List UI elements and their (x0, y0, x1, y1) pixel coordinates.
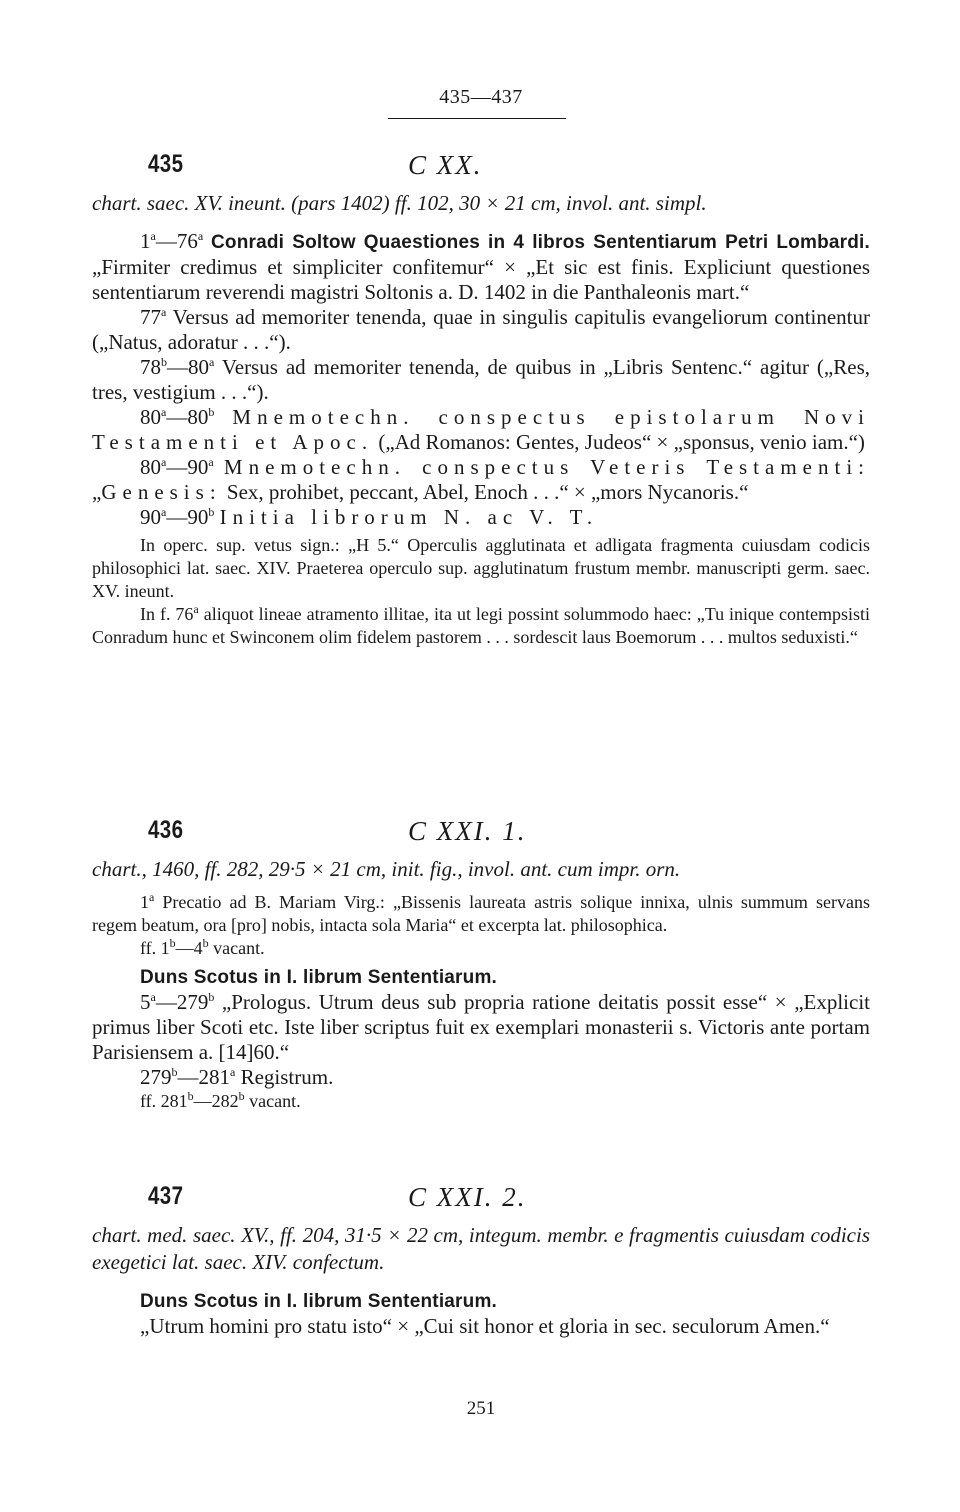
entry-header (92, 150, 870, 190)
codex-description: chart. med. saec. XV., ff. 204, 31·5 × 22 cm, integum. membr. e fragmentis cuiusdam codicis exegetici lat. saec. XIV. confectum. (92, 1223, 870, 1274)
shelfmark: C XXI. 2. (408, 1182, 527, 1212)
running-head: 435—437 (439, 86, 523, 108)
codex-description: chart. saec. XV. ineunt. (pars 1402) ff. 102, 30 × 21 cm, invol. ant. simpl. (92, 191, 707, 215)
entry-header (92, 1182, 870, 1222)
running-head-rule (388, 118, 566, 119)
content-item: 1$^a$ Precatio ad B. Mariam Virg.: „Bissenis laureata astris solique innixa, ulnis summum servans regem beatum, ora [pro] nobis, intacta sola Maria“ et excerpta lat. philosophica. (92, 890, 870, 935)
work-title: Duns Scotus in I. librum Sententiarum. (140, 967, 498, 988)
binding-note: In operc. sup. vetus sign.: „H 5.“ Operculis agglutinata et adligata fragmenta cuiusdam codicis philosophici lat. saec. XIV. Praeterea operculo sup. agglutinatum frustum membr. manuscripti germ. saec. XV. ineunt. (92, 535, 870, 601)
work-title-line (92, 964, 870, 990)
entry-436 (92, 816, 870, 1113)
spaced-title: Initia librorum N. ac V. T. (219, 505, 599, 529)
vacant-folios: ff. 281$^b$—282$^b$ vacant. (140, 1089, 301, 1111)
content-item: 80$^a$—90$^a$ Mnemotechn. conspectus Veteris Testamenti: „Genesis: Sex, prohibet, peccant, Abel, Enoch . . .“ × „mors Nycanoris.“ (92, 455, 871, 504)
content-item: 1$^a$—76$^a$ Conradi Soltow Quaestiones in 4 libros Sententiarum Petri Lombardi. „Firmiter credimus et simpliciter confitemur“ × „Et sic est finis. Expliciunt questiones sententiarum reverendi magistri Soltonis a. D. 1402 in die Panthaleonis mart.“ (92, 229, 870, 304)
entry-435 (92, 150, 870, 649)
content-item: 90$^a$—90$^b$ Initia librorum N. ac V. T. (140, 505, 599, 529)
content-item: 5$^a$—279$^b$ „Prologus. Utrum deus sub propria ratione deitatis possit esse“ × „Explicit primus liber Scoti etc. Iste liber scriptus fuit ex exemplari monasterii s. Victoris ante portam Parisiensem a. [14]60.“ (92, 990, 870, 1064)
spaced-title: Mnemotechn. conspectus Veteris Testamenti: (223, 455, 871, 479)
folio-note: In f. 76$^a$ aliquot lineae atramento illitae, ita ut legi possint solummodo haec: „Tu inique contempsisti Conradum hunc et Swinconem olim fidelem pastorem . . . sordescit laus Boemorum . . . multos seduxisti.“ (92, 602, 870, 647)
content-item: 279$^b$—281$^a$ Registrum. (140, 1065, 334, 1089)
entry-number: 436 (148, 816, 184, 844)
spaced-title: Genesis: (101, 480, 222, 504)
incipit-explicit: „Firmiter credimus et simpliciter confitemur“ × „Et sic est finis. Expliciunt questiones sententiarum reverendi magistri Soltonis a. D. 1402 in die Panthaleonis mart.“ (92, 255, 870, 304)
incipit-explicit: „Utrum homini pro statu isto“ × „Cui sit honor et gloria in sec. seculorum Amen.“ (140, 1314, 830, 1338)
codex-description: chart., 1460, ff. 282, 29·5 × 21 cm, init. fig., invol. ant. cum impr. orn. (92, 857, 681, 881)
content-item: 77$^a$ Versus ad memoriter tenenda, quae in singulis capitulis evangeliorum continentur („Natus, adoratur . . .“). (92, 305, 871, 354)
entry-header (92, 816, 870, 856)
shelfmark: C XXI. 1. (408, 816, 527, 846)
catalogue-page (92, 0, 870, 1512)
shelfmark: C XX. (408, 150, 483, 180)
work-title: Conradi Soltow Quaestiones in 4 libros Sententiarum Petri Lombardi. (210, 232, 870, 253)
work-title: Duns Scotus in I. librum Sententiarum. (140, 1291, 498, 1312)
content-item (92, 1314, 870, 1339)
page-number: 251 (466, 1398, 496, 1419)
content-item: 80$^a$—80$^b$ Mnemotechn. conspectus epistolarum Novi Testamenti et Apoc. („Ad Romanos: Gentes, Judeos“ × „sponsus, venio iam.“) (92, 405, 871, 454)
entry-number: 437 (148, 1182, 184, 1210)
entry-437 (92, 1182, 870, 1339)
work-title-line (92, 1288, 870, 1314)
vacant-folios: ff. 1$^b$—4$^b$ vacant. (140, 936, 265, 958)
content-item: 78$^b$—80$^a$ Versus ad memoriter tenenda, de quibus in „Libris Sentenc.“ agitur („Res, tres, vestigium . . .“). (92, 355, 870, 404)
spaced-title: Mnemotechn. conspectus epistolarum Novi Testamenti et Apoc. (92, 405, 871, 454)
entry-number: 435 (148, 150, 184, 178)
